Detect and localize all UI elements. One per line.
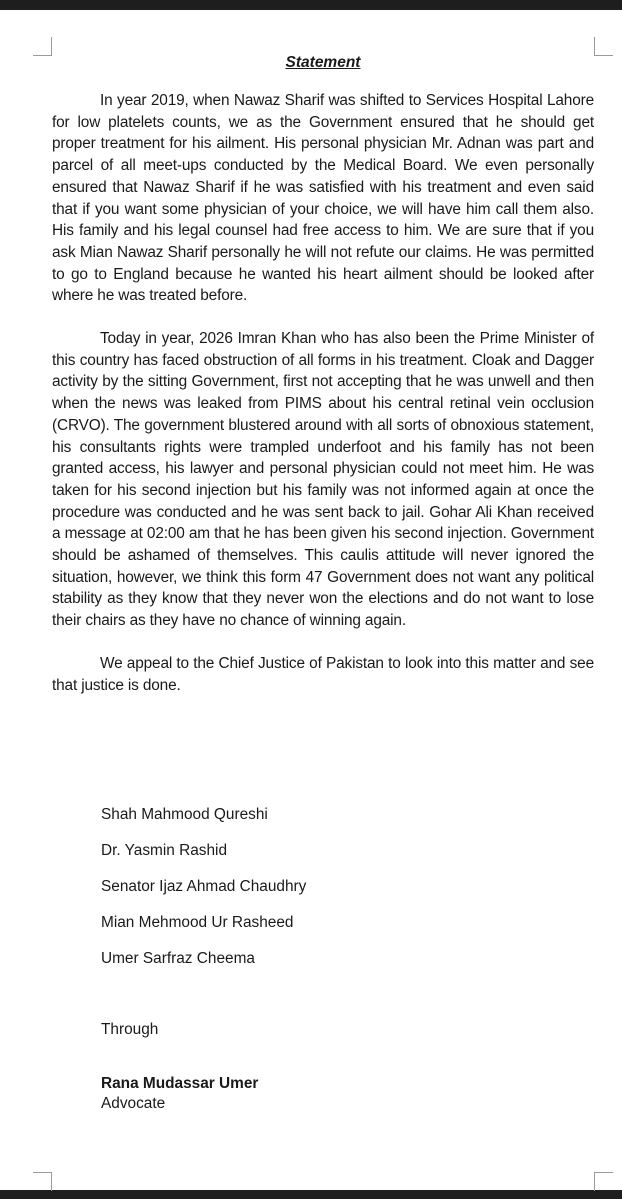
crop-mark-bottom-right bbox=[594, 1172, 613, 1191]
crop-mark-top-right bbox=[594, 37, 613, 56]
signatory: Shah Mahmood Qureshi bbox=[101, 806, 268, 823]
signatory: Mian Mehmood Ur Rasheed bbox=[101, 914, 294, 931]
bottom-dark-bar bbox=[0, 1190, 622, 1199]
document-body bbox=[52, 50, 594, 696]
paragraph-2: Today in year, 2026 Imran Khan who has also been the Prime Minister of this country has faced obstruction of all forms in his treatment. Cloak and Dagger activity by the sitting Government, first not accepting that he was unwell and then when the news was leaked from PIMS about his central retinal vein occlusion (CRVO). The government blustered around with all sorts of obnoxious statement, his consultants rights were trampled underfoot and his family has not been granted access, his lawyer and personal physician could not meet him. He was taken for his second injection but his family was not informed again at once the procedure was conducted and he was sent back to jail. Gohar Ali Khan received a message at 02:00 am that he has been given his second injection. Government should be ashamed of themselves. This caulis attitude will never ignored the situation, however, we think this form 47 Government does not want any political stability as they know that they never won the elections and do not want to lose their chairs as they have no chance of winning again. bbox=[52, 330, 594, 630]
signatory: Senator Ijaz Ahmad Chaudhry bbox=[101, 878, 307, 895]
advocate-name: Rana Mudassar Umer bbox=[101, 1075, 259, 1092]
advocate-title: Advocate bbox=[101, 1095, 166, 1112]
document-title: Statement bbox=[285, 54, 361, 71]
crop-mark-top-left bbox=[33, 37, 52, 56]
crop-mark-bottom-left bbox=[33, 1172, 52, 1191]
through-label: Through bbox=[101, 1021, 159, 1038]
signatory: Dr. Yasmin Rashid bbox=[101, 842, 228, 859]
top-dark-bar bbox=[0, 0, 622, 10]
paragraph-1: In year 2019, when Nawaz Sharif was shifted to Services Hospital Lahore for low platelets counts, we as the Government ensured that he should get proper treatment for his ailment. His personal physician Mr. Adnan was part and parcel of all meet-ups conducted by the Medical Board. We even personally ensured that Nawaz Sharif if he was satisfied with his treatment and even said that if you want some physician of your choice, we will have him call them also. His family and his legal counsel had free access to him. We are sure that if you ask Mian Nawaz Sharif personally he will not refute our claims. He was permitted to go to England because he wanted his heart ailment should be looked after where he was treated before. bbox=[52, 92, 594, 305]
signatory: Umer Sarfraz Cheema bbox=[101, 950, 255, 967]
paragraph-3: We appeal to the Chief Justice of Pakistan to look into this matter and see that justice is done. bbox=[52, 654, 594, 694]
signatories-list bbox=[101, 803, 306, 983]
